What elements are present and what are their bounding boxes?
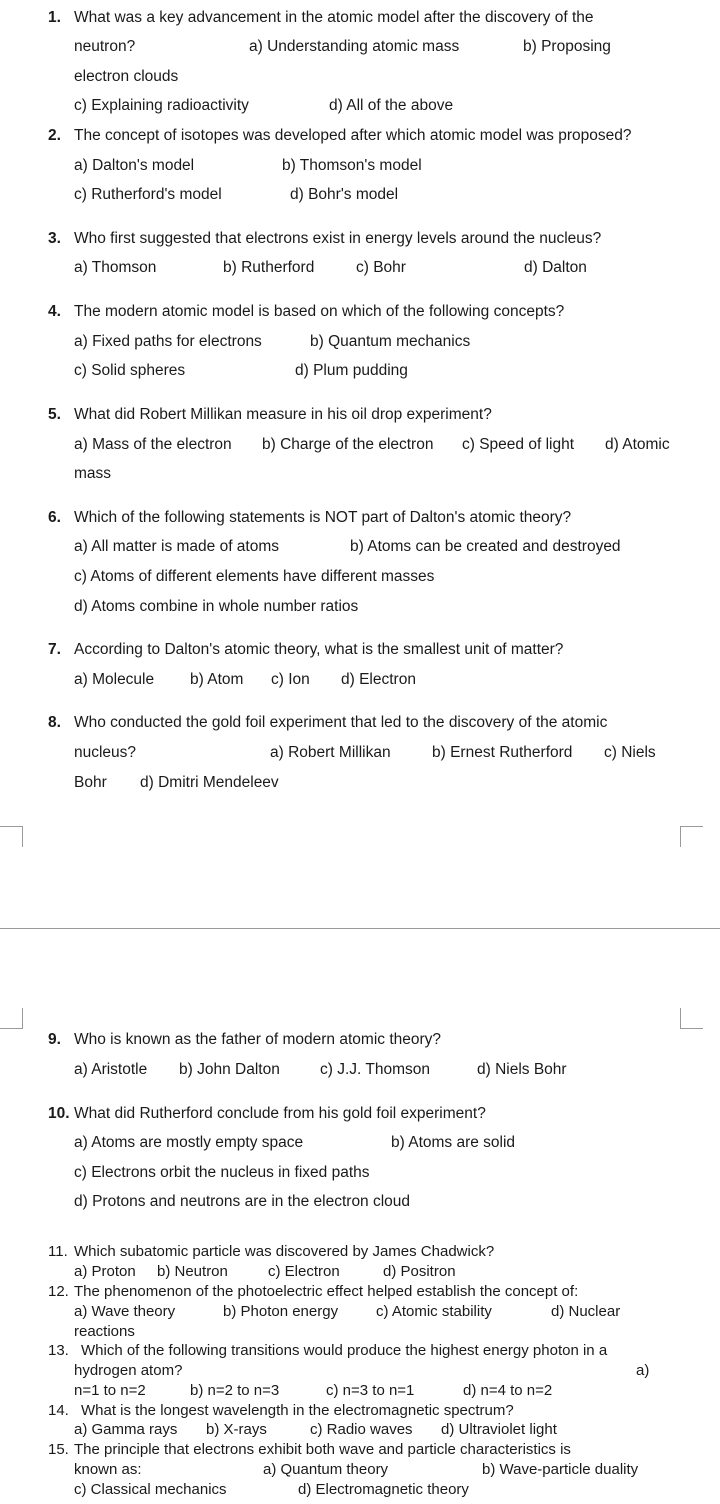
option-a: a) Wave theory (74, 1303, 176, 1320)
question-text: According to Dalton's atomic theory, what is the smallest unit of matter? (74, 641, 564, 658)
option-a: a) Molecule (74, 671, 155, 688)
option-a: a) Thomson (74, 259, 157, 276)
question-number: 11. (48, 1243, 68, 1260)
option-d: d) Niels Bohr (477, 1061, 567, 1078)
question-text: What was a key advancement in the atomic model after the discovery of the (74, 9, 594, 26)
option-d-cont: reactions (74, 1323, 135, 1340)
option-a: a) Gamma rays (74, 1421, 178, 1438)
option-a-label: a) (636, 1362, 650, 1379)
option-d: d) Ultraviolet light (441, 1421, 557, 1438)
option-c: c) Radio waves (310, 1421, 413, 1438)
option-c: c) Niels (604, 744, 656, 761)
option-b: b) Atoms are solid (391, 1134, 516, 1151)
option-a: n=1 to n=2 (74, 1382, 146, 1399)
option-b: b) John Dalton (179, 1061, 280, 1078)
option-c-cont: Bohr (74, 774, 107, 791)
question-number: 5. (48, 406, 61, 423)
option-d: d) Plum pudding (295, 362, 408, 379)
option-b: b) Ernest Rutherford (432, 744, 573, 761)
option-d: d) Electron (341, 671, 416, 688)
option-a: a) Aristotle (74, 1061, 148, 1078)
question-text: Which of the following statements is NOT part of Dalton's atomic theory? (74, 509, 572, 526)
option-b: b) Proposing (523, 38, 611, 55)
option-b: b) Neutron (157, 1263, 228, 1280)
question-text: The phenomenon of the photoelectric effect helped establish the concept of: (74, 1283, 579, 1300)
question-number: 10. (48, 1105, 70, 1122)
question-text-cont: neutron? (74, 38, 136, 55)
question-text: What is the longest wavelength in the electromagnetic spectrum? (81, 1402, 514, 1419)
question-number: 15. (48, 1441, 69, 1458)
option-b: b) Thomson's model (282, 157, 422, 174)
option-d: d) Protons and neutrons are in the electron cloud (74, 1193, 411, 1210)
question-number: 14. (48, 1402, 69, 1419)
option-b-cont: electron clouds (74, 68, 179, 85)
question-text: Who first suggested that electrons exist in energy levels around the nucleus? (74, 230, 602, 247)
option-d: d) Electromagnetic theory (298, 1481, 469, 1498)
option-d-cont: mass (74, 465, 112, 482)
option-b: b) Photon energy (223, 1303, 339, 1320)
option-d: d) Bohr's model (290, 186, 399, 203)
option-c: c) Explaining radioactivity (74, 97, 249, 114)
question-text: The concept of isotopes was developed after which atomic model was proposed? (74, 127, 632, 144)
option-a: a) Understanding atomic mass (249, 38, 460, 55)
option-c: c) Solid spheres (74, 362, 186, 379)
question-text-cont: hydrogen atom? (74, 1362, 183, 1379)
option-c: c) Speed of light (462, 436, 575, 453)
option-d: d) Dalton (524, 259, 587, 276)
option-a: a) Fixed paths for electrons (74, 333, 262, 350)
question-number: 12. (48, 1283, 69, 1300)
crop-mark-bottom-left (0, 1008, 23, 1029)
question-number: 9. (48, 1031, 61, 1048)
option-b: b) Atoms can be created and destroyed (350, 538, 621, 555)
question-text: What did Robert Millikan measure in his oil drop experiment? (74, 406, 492, 423)
crop-mark-top-left (0, 826, 23, 847)
option-b: b) Quantum mechanics (310, 333, 471, 350)
option-d: d) Nuclear (551, 1303, 621, 1320)
option-d: d) Positron (383, 1263, 456, 1280)
option-d: d) Atoms combine in whole number ratios (74, 598, 359, 615)
crop-mark-bottom-right (680, 1008, 703, 1029)
option-d: d) Dmitri Mendeleev (140, 774, 279, 791)
option-b: b) X-rays (206, 1421, 267, 1438)
option-a: a) Quantum theory (263, 1461, 389, 1478)
question-number: 8. (48, 714, 61, 731)
option-a: a) All matter is made of atoms (74, 538, 280, 555)
option-a: a) Robert Millikan (270, 744, 391, 761)
option-c: c) Electron (268, 1263, 340, 1280)
option-c: c) n=3 to n=1 (326, 1382, 415, 1399)
option-d: d) n=4 to n=2 (463, 1382, 553, 1399)
option-c: c) Atomic stability (376, 1303, 492, 1320)
question-number: 13. (48, 1342, 69, 1359)
page-separator (0, 928, 720, 929)
option-b: b) Charge of the electron (262, 436, 434, 453)
option-d: d) Atomic (605, 436, 670, 453)
option-c: c) Bohr (356, 259, 406, 276)
option-b: b) Atom (190, 671, 244, 688)
question-number: 6. (48, 509, 61, 526)
option-c: c) Ion (271, 671, 310, 688)
question-text: Which of the following transitions would produce the highest energy photon in a (81, 1342, 608, 1359)
option-c: c) Rutherford's model (74, 186, 222, 203)
question-text: What did Rutherford conclude from his gold foil experiment? (74, 1105, 486, 1122)
option-d: d) All of the above (329, 97, 454, 114)
option-c: c) Electrons orbit the nucleus in fixed paths (74, 1164, 370, 1181)
question-text: The modern atomic model is based on which of the following concepts? (74, 303, 565, 320)
option-c: c) Classical mechanics (74, 1481, 227, 1498)
option-b: b) Rutherford (223, 259, 315, 276)
option-a: a) Proton (74, 1263, 136, 1280)
question-number: 3. (48, 230, 61, 247)
question-text: The principle that electrons exhibit both wave and particle characteristics is (74, 1441, 571, 1458)
option-a: a) Dalton's model (74, 157, 195, 174)
question-text: Which subatomic particle was discovered by James Chadwick? (74, 1243, 495, 1260)
crop-mark-top-right (680, 826, 703, 847)
option-b: b) Wave-particle duality (482, 1461, 639, 1478)
question-number: 2. (48, 127, 61, 144)
option-a: a) Mass of the electron (74, 436, 232, 453)
option-a: a) Atoms are mostly empty space (74, 1134, 304, 1151)
option-c: c) J.J. Thomson (320, 1061, 430, 1078)
question-number: 1. (48, 9, 61, 26)
option-b: b) n=2 to n=3 (190, 1382, 280, 1399)
question-number: 4. (48, 303, 61, 320)
question-number: 7. (48, 641, 61, 658)
question-text-cont: nucleus? (74, 744, 137, 761)
question-text: Who conducted the gold foil experiment that led to the discovery of the atomic (74, 714, 608, 731)
question-text: Who is known as the father of modern atomic theory? (74, 1031, 442, 1048)
question-text-cont: known as: (74, 1461, 142, 1478)
option-c: c) Atoms of different elements have different masses (74, 568, 435, 585)
